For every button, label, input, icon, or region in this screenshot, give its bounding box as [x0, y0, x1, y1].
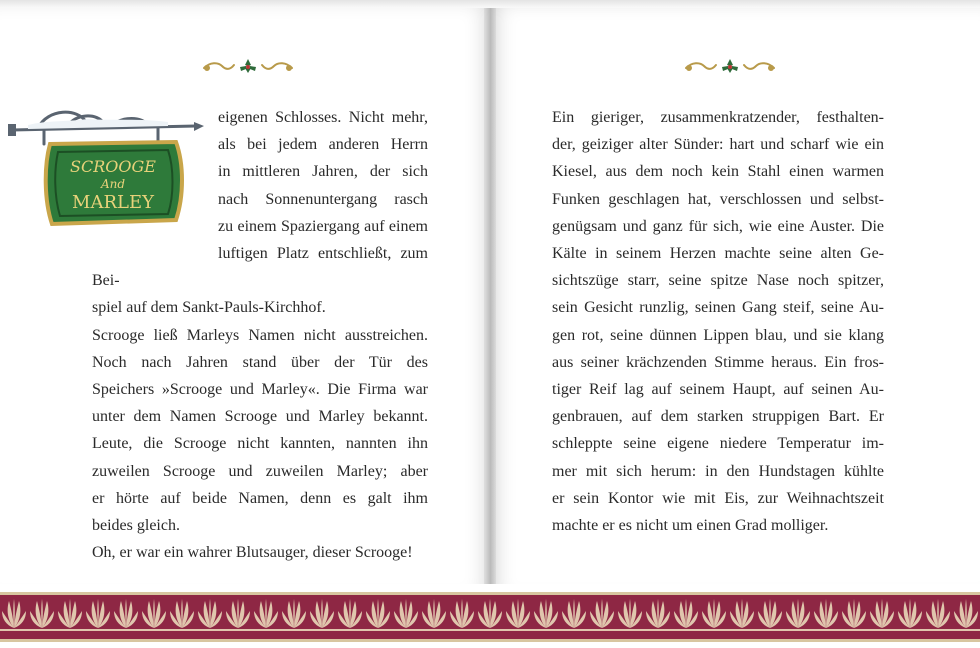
text-line: sichtszüge starr, seine spitze Nase noch spitzer, [552, 272, 884, 290]
text-line: Ein gieriger, zusammenkratzender, festhalten- [552, 109, 884, 126]
sign-float-spacer [92, 104, 212, 262]
text-line: der, geiziger alter Sünder: hart und scharf wie ein [552, 136, 884, 154]
text-line: er hörte auf beide Namen, denn es galt ihm [92, 489, 428, 507]
sign-line-3: MARLEY [72, 192, 154, 213]
text-line: Funken geschlagen hat, verschlossen und selbst- [552, 190, 884, 208]
text-line: unter dem Namen Scrooge und Marley bekannt. [92, 408, 428, 426]
palmette-border-pattern [0, 595, 980, 633]
text-line: zuweilen Scrooge und zuweilen Marley; aber [92, 462, 428, 480]
text-line: Kiesel, aus dem noch kein Stahl einen warmen [552, 163, 884, 181]
text-line: Kälte in seinem Herzen machte seine alten Ge- [552, 245, 884, 263]
text-line: Oh, er war ein wahrer Blutsauger, dieser Scrooge! [92, 544, 413, 562]
text-line: spiel auf dem Sankt-Pauls-Kirchhof. [92, 299, 326, 317]
text-line: zu einem Spaziergang auf einem [218, 217, 428, 235]
text-line: tiger Reif lag auf seinem Haupt, auf seinen Au- [552, 381, 884, 399]
sign-line-2: And [100, 177, 126, 191]
text-line: Scrooge ließ Marleys Namen nicht ausstreichen. [92, 326, 428, 344]
text-line: in mittleren Jahren, der sich [218, 163, 428, 181]
text-line: Speichers »Scrooge und Marley«. Die Firma war [92, 381, 428, 399]
book-gutter [484, 8, 496, 594]
left-ornament-icon [200, 56, 296, 76]
text-line: luftigen Platz entschließt, zum Bei- [92, 245, 428, 290]
right-page-text [552, 104, 884, 539]
text-line: genbrauen, auf dem starken struppigen Bart. Er [552, 408, 884, 426]
text-line: Leute, die Scrooge nicht kannten, nannten ihn [92, 435, 428, 453]
text-line: sein Gesicht runzlig, seinen Gang steif, seine Au- [552, 299, 884, 317]
text-line: gen rot, seine dünnen Lippen blau, und sie klang [552, 326, 884, 344]
text-line: schleppte seine eigene niedere Temperatur im- [552, 435, 884, 453]
text-line: mer mit sich herum: in den Hundstagen kühlte [552, 462, 884, 480]
text-line: er sein Kontor wie mit Eis, zur Weihnachtszeit [552, 489, 884, 507]
text-line: machte er es nicht um einen Grad molliger. [552, 517, 829, 535]
text-line: beides gleich. [92, 517, 180, 535]
text-line: aus seiner krächzenden Stimme heraus. Ein fros- [552, 353, 884, 371]
left-page-text [92, 104, 428, 566]
text-line: genügsam und ganz für sich, wie eine Auster. Die [552, 217, 884, 235]
text-line: als bei jedem anderen Herrn [218, 136, 428, 154]
right-ornament-icon [682, 56, 778, 76]
text-line: eigenen Schlosses. Nicht mehr, [218, 109, 428, 126]
text-line: Noch nach Jahren stand über der Tür des [92, 353, 428, 371]
text-line: nach Sonnenuntergang rasch [218, 190, 428, 208]
sign-line-1: SCROOGE [70, 157, 156, 176]
